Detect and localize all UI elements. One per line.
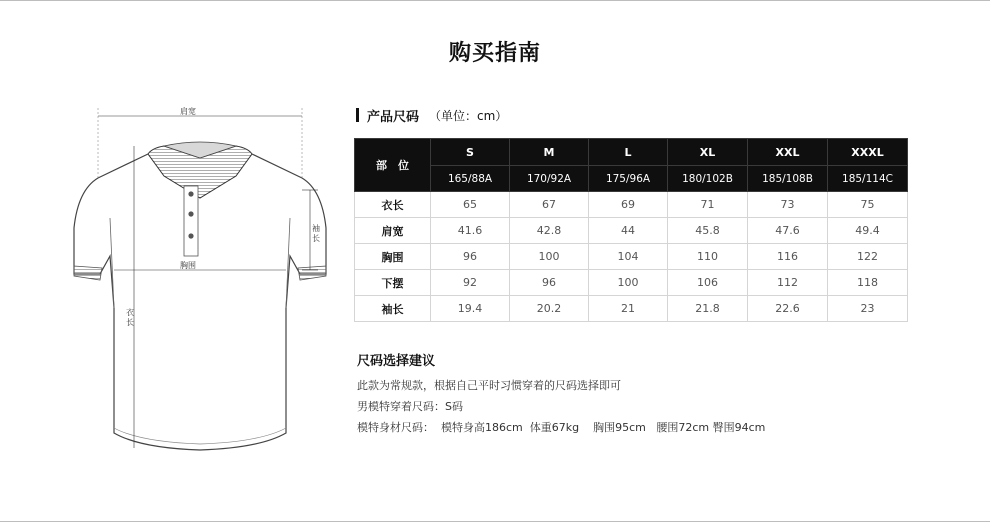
heading-bar xyxy=(356,108,359,122)
advice-line: 男模特穿着尺码：S码 xyxy=(357,400,463,413)
table-cell: 69 xyxy=(589,192,668,218)
table-cell: 47.6 xyxy=(748,218,828,244)
table-cell: 20.2 xyxy=(510,296,589,322)
bottom-divider xyxy=(0,521,990,522)
advice-line: 模特身材尺码： 模特身高186cm 体重67kg 胸围95cm 腰围72cm 臀围94cm xyxy=(357,421,766,434)
table-cell: 112 xyxy=(748,270,828,296)
size-section-heading xyxy=(356,107,507,123)
size-unit: （单位：cm） xyxy=(429,108,508,123)
page-title: 购买指南 xyxy=(448,41,541,66)
size-header: M xyxy=(510,139,589,166)
size-spec: 170/92A xyxy=(510,166,589,192)
table-cell: 75 xyxy=(828,192,908,218)
table-cell: 100 xyxy=(510,244,589,270)
table-cell: 49.4 xyxy=(828,218,908,244)
table-cell: 100 xyxy=(589,270,668,296)
size-header: XXXL xyxy=(828,139,908,166)
table-row xyxy=(355,244,908,270)
table-cell: 67 xyxy=(510,192,589,218)
table-cell: 42.8 xyxy=(510,218,589,244)
size-chart-table xyxy=(354,138,908,322)
size-header: XXL xyxy=(748,139,828,166)
table-row xyxy=(355,270,908,296)
table-cell: 96 xyxy=(510,270,589,296)
row-label: 衣长 xyxy=(355,192,431,218)
table-cell: 122 xyxy=(828,244,908,270)
length-label: 衣长 xyxy=(126,308,134,327)
size-header: XL xyxy=(668,139,748,166)
table-cell: 118 xyxy=(828,270,908,296)
table-row xyxy=(355,218,908,244)
table-cell: 44 xyxy=(589,218,668,244)
table-cell: 21 xyxy=(589,296,668,322)
size-spec: 185/108B xyxy=(748,166,828,192)
row-label: 袖长 xyxy=(355,296,431,322)
table-cell: 22.6 xyxy=(748,296,828,322)
table-cell: 41.6 xyxy=(431,218,510,244)
table-cell: 65 xyxy=(431,192,510,218)
top-divider xyxy=(0,0,990,1)
shoulder-label: 肩宽 xyxy=(180,107,196,116)
table-cell: 96 xyxy=(431,244,510,270)
table-cell: 106 xyxy=(668,270,748,296)
size-spec: 165/88A xyxy=(431,166,510,192)
table-cell: 71 xyxy=(668,192,748,218)
advice-line: 此款为常规款，根据自己平时习惯穿着的尺码选择即可 xyxy=(357,379,621,392)
sleeve-label: 袖长 xyxy=(312,224,320,243)
row-label: 胸围 xyxy=(355,244,431,270)
table-cell: 23 xyxy=(828,296,908,322)
table-cell: 110 xyxy=(668,244,748,270)
size-spec: 175/96A xyxy=(589,166,668,192)
table-cell: 92 xyxy=(431,270,510,296)
part-header: 部 位 xyxy=(355,139,431,192)
table-cell: 73 xyxy=(748,192,828,218)
chest-label: 胸围 xyxy=(180,261,196,270)
size-section-title: 产品尺码 xyxy=(367,109,420,125)
row-label: 肩宽 xyxy=(355,218,431,244)
size-header: L xyxy=(589,139,668,166)
table-cell: 21.8 xyxy=(668,296,748,322)
size-spec: 185/114C xyxy=(828,166,908,192)
table-cell: 116 xyxy=(748,244,828,270)
row-label: 下摆 xyxy=(355,270,431,296)
table-cell: 104 xyxy=(589,244,668,270)
polo-shirt-diagram xyxy=(60,98,340,468)
size-spec: 180/102B xyxy=(668,166,748,192)
table-cell: 19.4 xyxy=(431,296,510,322)
advice-title: 尺码选择建议 xyxy=(357,354,436,369)
size-header: S xyxy=(431,139,510,166)
table-cell: 45.8 xyxy=(668,218,748,244)
table-row xyxy=(355,192,908,218)
table-row xyxy=(355,296,908,322)
